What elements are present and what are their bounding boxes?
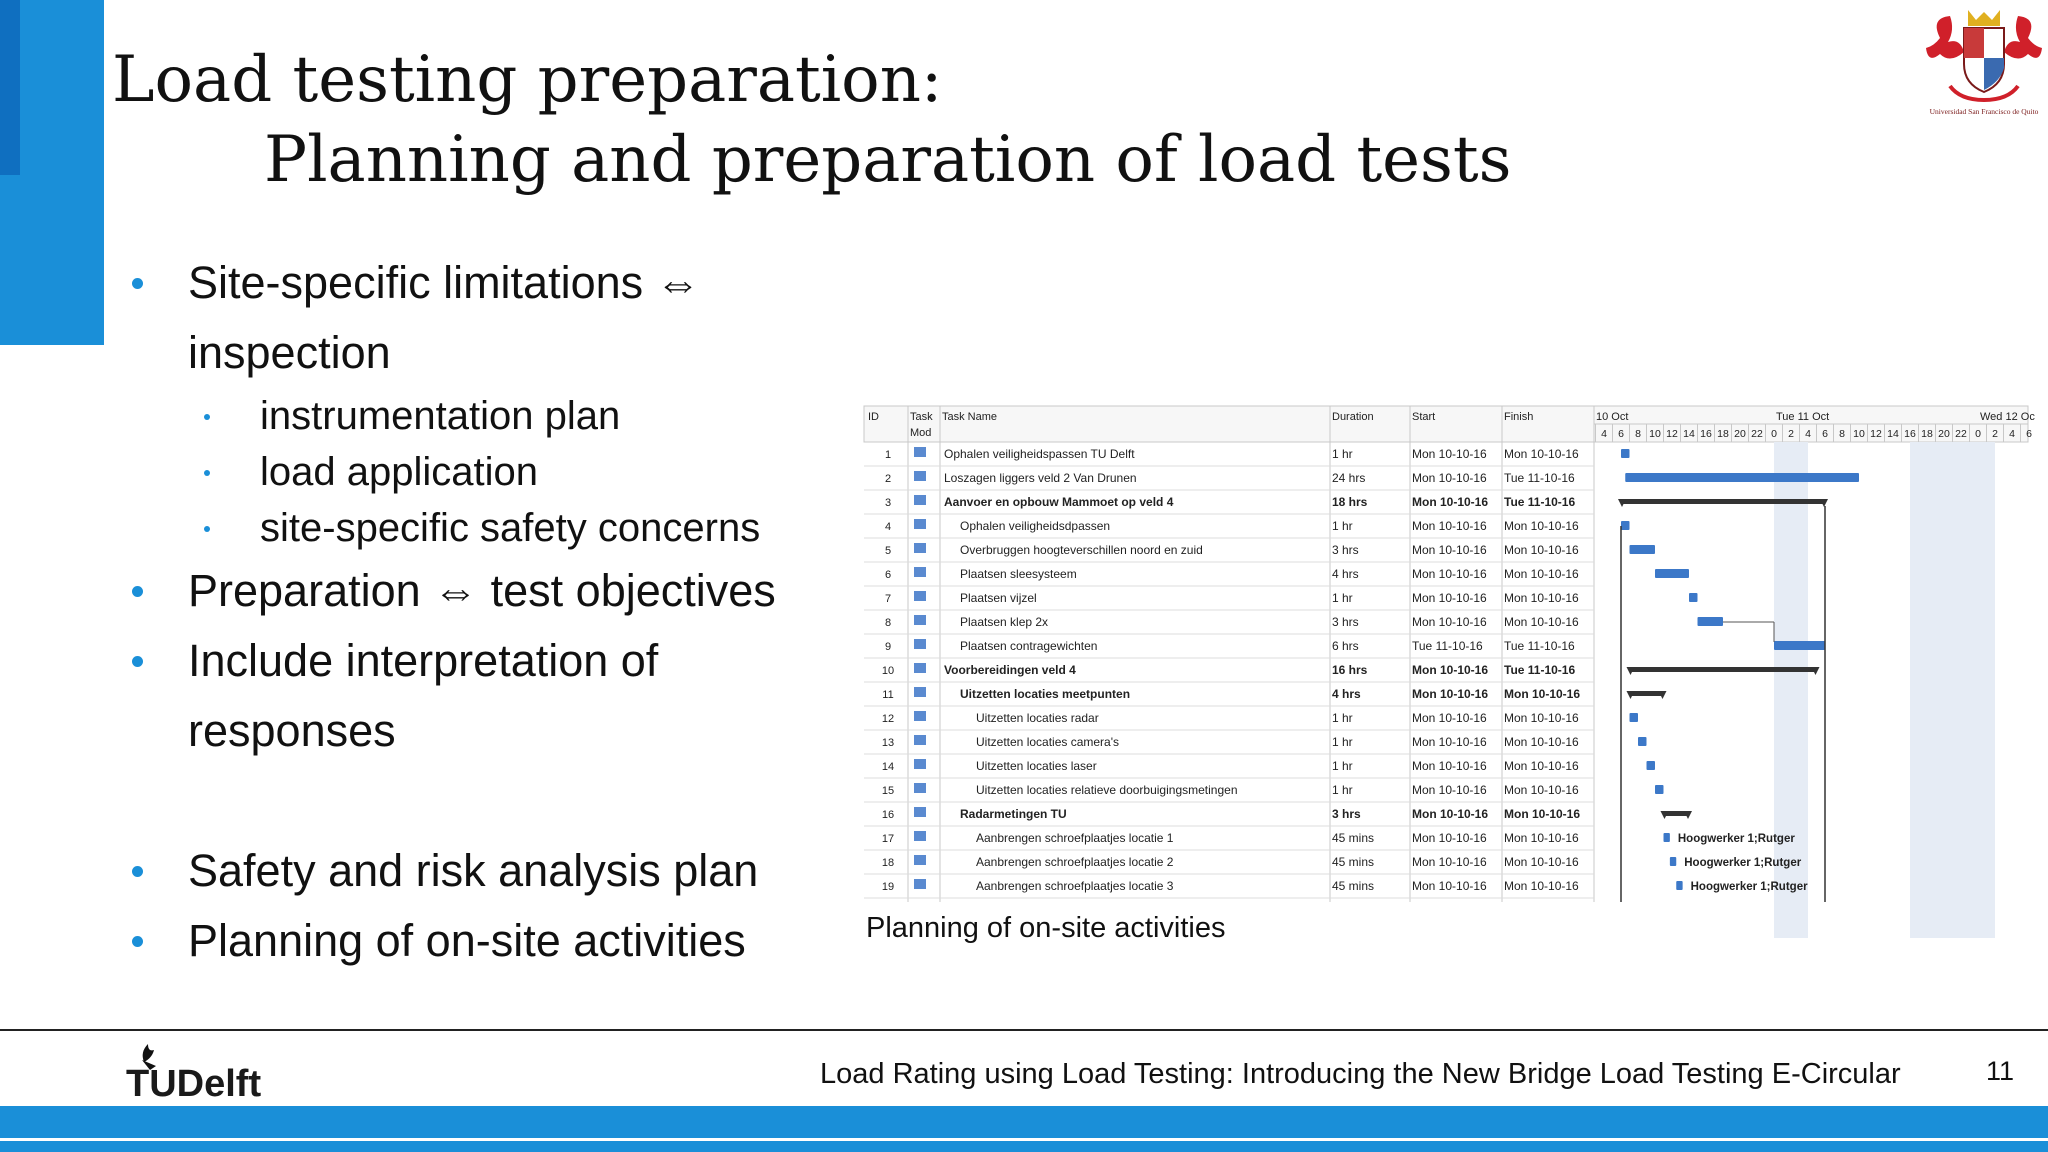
gantt-start: Tue 11-10-16 [1412, 639, 1483, 653]
gantt-hour-label: 4 [1601, 428, 1607, 440]
task-mode-icon [914, 855, 926, 865]
gantt-header-duration: Duration [1332, 411, 1374, 423]
gantt-task-bar [1670, 857, 1676, 866]
gantt-header-mode: Task [910, 411, 933, 423]
gantt-row-id: 3 [884, 497, 892, 509]
gantt-hour-label: 22 [1955, 428, 1967, 440]
gantt-duration: 18 hrs [1332, 495, 1368, 509]
gantt-duration: 3 hrs [1332, 807, 1361, 821]
gantt-finish: Mon 10-10-16 [1504, 447, 1579, 461]
gantt-hour-label: 8 [1839, 428, 1845, 440]
gantt-task-bar [1655, 569, 1689, 578]
gantt-start: Mon 10-10-16 [1412, 471, 1487, 485]
gantt-hour-label: 6 [2026, 428, 2032, 440]
gantt-chart-image [864, 406, 2035, 902]
gantt-finish: Mon 10-10-16 [1504, 759, 1579, 773]
gantt-task-bar [1647, 761, 1656, 770]
gantt-night-shade [1910, 442, 1995, 938]
gantt-duration: 6 hrs [1332, 639, 1359, 653]
gantt-resource-label: Hoogwerker 1;Rutger [1690, 881, 1808, 893]
gantt-task-name: Aanbrengen schroefplaatjes locatie 2 [976, 855, 1174, 869]
gantt-row-id: 15 [881, 785, 895, 797]
gantt-start: Mon 10-10-16 [1412, 663, 1489, 677]
bullet-list [128, 248, 828, 976]
gantt-duration: 45 mins [1332, 831, 1375, 845]
gantt-task-name: Uitzetten locaties camera's [976, 735, 1120, 749]
task-mode-icon [914, 519, 926, 529]
gantt-header-name: Task Name [942, 411, 998, 423]
task-mode-icon [914, 711, 926, 721]
gantt-day-label: Wed 12 Oc [1980, 411, 2035, 423]
gantt-task-name: Overbruggen hoogteverschillen noord en zuid [960, 543, 1203, 557]
bullet-interpretation [128, 626, 828, 766]
gantt-duration: 1 hr [1332, 711, 1353, 725]
gantt-hour-label: 16 [1700, 428, 1712, 440]
gantt-finish: Mon 10-10-16 [1504, 855, 1579, 869]
bullet-safety-risk [128, 836, 828, 906]
task-mode-icon [914, 663, 926, 673]
gantt-task-name: Plaatsen klep 2x [960, 615, 1049, 629]
gantt-hour-label: 2 [1992, 428, 1998, 440]
gantt-finish: Mon 10-10-16 [1504, 831, 1579, 845]
gantt-row-id: 14 [881, 761, 895, 773]
gantt-duration: 45 mins [1332, 879, 1375, 893]
gantt-finish: Mon 10-10-16 [1504, 591, 1579, 605]
gantt-finish: Mon 10-10-16 [1504, 567, 1579, 581]
gantt-hour-label: 22 [1751, 428, 1763, 440]
gantt-row-id: 11 [882, 689, 894, 701]
gantt-start: Mon 10-10-16 [1412, 831, 1487, 845]
gantt-start: Mon 10-10-16 [1412, 735, 1487, 749]
gantt-hour-label: 2 [1788, 428, 1794, 440]
gantt-start: Mon 10-10-16 [1412, 519, 1487, 533]
gantt-summary-bar [1630, 691, 1664, 696]
gantt-start: Mon 10-10-16 [1412, 783, 1487, 797]
bullet-text: Planning of on-site activities [188, 915, 746, 966]
gantt-task-name: Plaatsen vijzel [960, 591, 1037, 605]
gantt-task-name: Ophalen veiligheidspassen TU Delft [944, 447, 1135, 461]
gantt-chart [864, 406, 2035, 902]
gantt-duration: 3 hrs [1332, 543, 1359, 557]
gantt-header-id: ID [868, 411, 879, 423]
gantt-task-name: Plaatsen sleesysteem [960, 567, 1077, 581]
gantt-row-id: 1 [884, 449, 892, 461]
task-mode-icon [914, 471, 926, 481]
gantt-task-bar [1689, 593, 1698, 602]
gantt-header-mode: Mod [910, 427, 932, 439]
gantt-start: Mon 10-10-16 [1412, 711, 1487, 725]
gantt-task-name: Plaatsen contragewichten [960, 639, 1098, 653]
gantt-row-id: 19 [881, 881, 895, 893]
task-mode-icon [914, 783, 926, 793]
gantt-task-bar [1630, 545, 1656, 554]
gantt-hour-label: 0 [1975, 428, 1981, 440]
gantt-finish: Mon 10-10-16 [1504, 543, 1579, 557]
gantt-resource-label: Hoogwerker 1;Rutger [1677, 833, 1795, 845]
gantt-start: Mon 10-10-16 [1412, 447, 1487, 461]
gantt-duration: 3 hrs [1332, 615, 1359, 629]
gantt-duration: 1 hr [1332, 519, 1353, 533]
gantt-start: Mon 10-10-16 [1412, 759, 1487, 773]
gantt-row-id: 10 [881, 665, 895, 677]
task-mode-icon [914, 759, 926, 769]
gantt-start: Mon 10-10-16 [1412, 855, 1487, 869]
gantt-summary-bar [1621, 499, 1825, 504]
page-number: 11 [1986, 1056, 2015, 1086]
bullet-text: Preparation ⇔ test objectives [188, 565, 776, 616]
gantt-task-name: Loszagen liggers veld 2 Van Drunen [944, 471, 1137, 485]
gantt-finish: Mon 10-10-16 [1504, 783, 1579, 797]
slide-title [112, 40, 1511, 200]
tudelft-logo [126, 1040, 286, 1105]
task-mode-icon [914, 615, 926, 625]
gantt-finish: Mon 10-10-16 [1504, 687, 1581, 701]
gantt-task-name: Aanbrengen schroefplaatjes locatie 1 [976, 831, 1174, 845]
gantt-duration: 45 mins [1332, 855, 1375, 869]
accent-bar-dark [0, 0, 20, 175]
gantt-task-bar [1664, 833, 1670, 842]
gantt-duration: 16 hrs [1332, 663, 1368, 677]
gantt-row-id: 16 [881, 809, 895, 821]
gantt-row-id: 4 [884, 521, 892, 533]
footer-band-thin [0, 1141, 2048, 1152]
usfq-logo-text: Universidad San Francisco de Quito [1929, 107, 2039, 116]
gantt-hour-label: 12 [1666, 428, 1678, 440]
gantt-duration: 1 hr [1332, 759, 1353, 773]
gantt-row-id: 13 [881, 737, 895, 749]
gantt-task-bar [1676, 881, 1682, 890]
gantt-day-label: Tue 11 Oct [1776, 411, 1830, 423]
gantt-task-bar [1638, 737, 1647, 746]
gantt-finish: Mon 10-10-16 [1504, 735, 1579, 749]
gantt-start: Mon 10-10-16 [1412, 687, 1489, 701]
gantt-task-name: Ophalen veiligheidsdpassen [960, 519, 1111, 533]
gantt-duration: 1 hr [1332, 735, 1353, 749]
tudelft-logo-text: TUDelft [126, 1063, 262, 1105]
gantt-header-start: Start [1412, 411, 1436, 423]
gantt-task-bar [1621, 449, 1630, 458]
title-line-1: Load testing preparation: [112, 43, 943, 117]
bullet-text: Safety and risk analysis plan [188, 845, 759, 896]
sub-bullet-load-application: load application [128, 444, 828, 500]
gantt-hour-label: 18 [1921, 428, 1933, 440]
gantt-start: Mon 10-10-16 [1412, 591, 1487, 605]
gantt-finish: Mon 10-10-16 [1504, 519, 1579, 533]
gantt-hour-label: 10 [1649, 428, 1661, 440]
gantt-finish: Tue 11-10-16 [1504, 663, 1576, 677]
gantt-task-name: Aanvoer en opbouw Mammoet op veld 4 [944, 495, 1174, 509]
gantt-hour-label: 0 [1771, 428, 1777, 440]
task-mode-icon [914, 639, 926, 649]
gantt-row-id: 9 [884, 641, 892, 653]
task-mode-icon [914, 591, 926, 601]
gantt-finish: Tue 11-10-16 [1504, 495, 1576, 509]
gantt-start: Mon 10-10-16 [1412, 495, 1489, 509]
gantt-task-name: Uitzetten locaties radar [976, 711, 1099, 725]
task-mode-icon [914, 735, 926, 745]
task-mode-icon [914, 495, 926, 505]
gantt-duration: 4 hrs [1332, 687, 1361, 701]
figure-caption: Planning of on-site activities [866, 912, 1226, 944]
gantt-hour-label: 4 [1805, 428, 1811, 440]
gantt-task-name: Uitzetten locaties laser [976, 759, 1097, 773]
gantt-summary-bar [1630, 667, 1817, 672]
gantt-hour-label: 20 [1734, 428, 1746, 440]
gantt-day-label: 10 Oct [1596, 411, 1629, 423]
gantt-task-name: Voorbereidingen veld 4 [944, 663, 1076, 677]
gantt-finish: Mon 10-10-16 [1504, 879, 1579, 893]
title-line-2: Planning and preparation of load tests [264, 123, 1512, 197]
gantt-task-bar [1621, 521, 1630, 530]
gantt-task-bar [1655, 785, 1664, 794]
gantt-start: Mon 10-10-16 [1412, 615, 1487, 629]
task-mode-icon [914, 543, 926, 553]
task-mode-icon [914, 879, 926, 889]
gantt-row-id: 7 [884, 593, 892, 605]
gantt-row-id: 2 [884, 473, 892, 485]
gantt-hour-label: 16 [1904, 428, 1916, 440]
gantt-duration: 24 hrs [1332, 471, 1366, 485]
gantt-hour-label: 18 [1717, 428, 1729, 440]
bullet-text: Site-specific limitations ⇔ [188, 257, 701, 308]
sub-bullet-safety-concerns: site-specific safety concerns [128, 500, 828, 556]
gantt-finish: Mon 10-10-16 [1504, 615, 1579, 629]
bullet-site-limitations [128, 248, 828, 388]
gantt-row-id: 5 [884, 545, 892, 557]
gantt-task-bar [1698, 617, 1724, 626]
gantt-start: Mon 10-10-16 [1412, 879, 1487, 893]
gantt-finish: Tue 11-10-16 [1504, 639, 1575, 653]
gantt-row-id: 17 [881, 833, 895, 845]
bullet-text-cont: responses [188, 705, 396, 756]
gantt-task-bar [1774, 641, 1825, 650]
gantt-hour-label: 6 [1822, 428, 1828, 440]
gantt-hour-label: 14 [1887, 428, 1899, 440]
bullet-planning [128, 906, 828, 976]
gantt-duration: 1 hr [1332, 447, 1353, 461]
gantt-task-name: Uitzetten locaties meetpunten [960, 687, 1131, 701]
task-mode-icon [914, 567, 926, 577]
gantt-row-id: 8 [884, 617, 892, 629]
gantt-start: Mon 10-10-16 [1412, 567, 1487, 581]
gantt-hour-label: 12 [1870, 428, 1882, 440]
task-mode-icon [914, 447, 926, 457]
gantt-task-bar [1625, 473, 1859, 482]
task-mode-icon [914, 687, 926, 697]
gantt-duration: 1 hr [1332, 783, 1353, 797]
footer-band [0, 1106, 2048, 1138]
bullet-text-cont: inspection [188, 327, 391, 378]
gantt-hour-label: 10 [1853, 428, 1865, 440]
gantt-hour-label: 6 [1618, 428, 1624, 440]
gantt-resource-label: Hoogwerker 1;Rutger [1684, 857, 1802, 869]
gantt-start: Mon 10-10-16 [1412, 543, 1487, 557]
task-mode-icon [914, 807, 926, 817]
gantt-start: Mon 10-10-16 [1412, 807, 1489, 821]
gantt-finish: Mon 10-10-16 [1504, 711, 1579, 725]
gantt-duration: 1 hr [1332, 591, 1353, 605]
gantt-finish: Mon 10-10-16 [1504, 807, 1581, 821]
gantt-task-name: Aanbrengen schroefplaatjes locatie 3 [976, 879, 1174, 893]
gantt-finish: Tue 11-10-16 [1504, 471, 1575, 485]
gantt-hour-label: 8 [1635, 428, 1641, 440]
task-mode-icon [914, 831, 926, 841]
gantt-duration: 4 hrs [1332, 567, 1359, 581]
gantt-header-finish: Finish [1504, 411, 1534, 423]
gantt-hour-label: 14 [1683, 428, 1695, 440]
gantt-row-id: 18 [881, 857, 895, 869]
bullet-preparation [128, 556, 828, 626]
sub-bullet-instrumentation: instrumentation plan [128, 388, 828, 444]
gantt-task-name: Radarmetingen TU [960, 807, 1067, 821]
gantt-hour-label: 20 [1938, 428, 1950, 440]
gantt-task-name: Uitzetten locaties relatieve doorbuigingsmetingen [976, 783, 1238, 797]
gantt-task-bar [1630, 713, 1639, 722]
gantt-row-id: 6 [884, 569, 892, 581]
gantt-row-id: 12 [881, 713, 895, 725]
footer-divider [0, 1029, 2048, 1031]
bullet-text: Include interpretation of [188, 635, 659, 686]
footer-title: Load Rating using Load Testing: Introducing the New Bridge Load Testing E-Circular [820, 1058, 1901, 1090]
gantt-hour-label: 4 [2009, 428, 2015, 440]
usfq-logo [1920, 8, 2048, 118]
